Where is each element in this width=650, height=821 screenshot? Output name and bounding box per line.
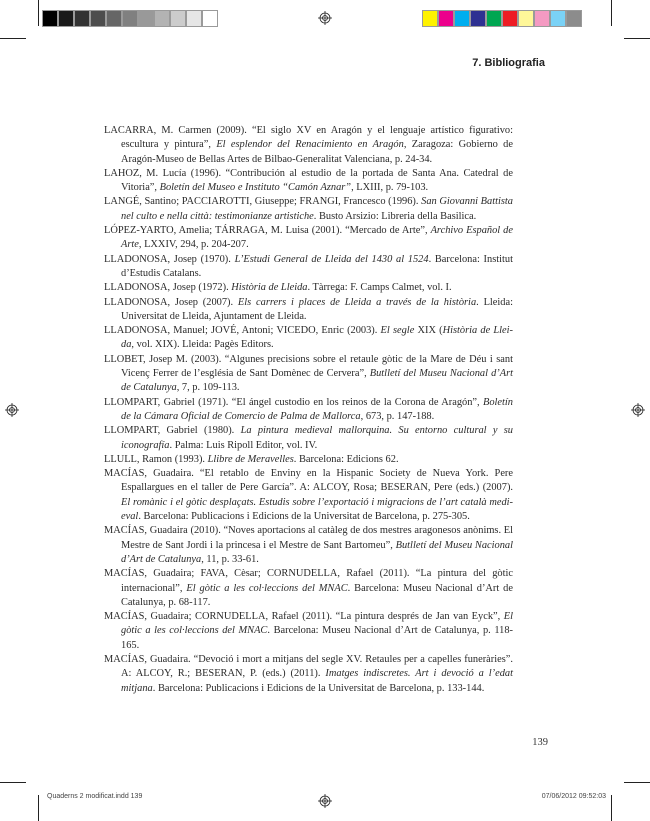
entry-text: , Zaragoza: Gobierno de Aragón-Museo de Bellas Artes de Bilbao-Generalitat Valenciana, p. 24-34.: [121, 139, 513, 165]
entry-title-italic: San Giovanni Battista nel culto e nella città: testimonianze artistiche: [121, 196, 513, 222]
bibliography-list: [104, 124, 513, 696]
entry-title-italic: El esplendor del Renacimiento en Aragón: [216, 139, 404, 151]
entry-title-italic: El gòtic a les col·leccions del MNAC: [186, 582, 348, 594]
color-swatch: [534, 10, 550, 27]
entry-text: . Barcelona: Museu Nacional d’Art de Catalunya, p. 68-117.: [121, 582, 513, 608]
color-calibration-bar: [422, 10, 582, 27]
color-swatch: [186, 10, 202, 27]
entry-title-italic: Història de Lleida: [121, 325, 514, 351]
bibliography-entry: [104, 124, 513, 167]
color-swatch: [58, 10, 74, 27]
color-swatch: [74, 10, 90, 27]
entry-text: MACÍAS, Guadaira. “El retablo de Enviny en la Hispanic Society de Nueva York. Pere Espallargues en el taller de Pere García”. A: ALCOY, Rosa; BESERAN, Pere (eds.) (2007).: [104, 468, 513, 494]
color-swatch: [90, 10, 106, 27]
entry-title-italic: Imatges indiscretes. Art i devoció a l’edat mitjana: [121, 668, 513, 694]
entry-text: , 7, p. 109-113.: [176, 382, 240, 394]
bibliography-entry: [104, 253, 513, 282]
entry-text: LLULL, Ramon (1993).: [104, 453, 208, 465]
bibliography-entry: [104, 467, 513, 524]
entry-text: , LXXIV, 294, p. 204-207.: [138, 239, 249, 251]
crop-mark: [0, 38, 26, 39]
slug-timestamp: 07/06/2012 09:52:03: [541, 793, 606, 800]
entry-text: . Barcelona: Institut d’Estudis Catalans.: [121, 253, 513, 279]
bibliography-entry: [104, 167, 513, 196]
entry-text: LLADONOSA, Josep (1972).: [104, 282, 232, 294]
entry-text: LLADONOSA, Josep (1970).: [104, 253, 235, 265]
entry-text: MACÍAS, Guadaira (2010). “Noves aportacions al catàleg de dos mestres aragonesos anònims. El Mestre de Sant Jordi i la princesa i el Mestre de Sant Bartomeu”,: [104, 525, 513, 551]
entry-text: , vol. XIX). Lleida: Pagès Editors.: [131, 339, 274, 351]
chapter-header: 7. Bibliografia: [472, 57, 545, 69]
entry-text: . Barcelona: Museu Nacional d’Art de Catalunya, p. 118-165.: [121, 625, 513, 651]
entry-text: LLADONOSA, Manuel; JOVÉ, Antoni; VICEDO, Enric (2003).: [104, 325, 381, 337]
color-swatch: [202, 10, 218, 27]
color-swatch: [454, 10, 470, 27]
color-swatch: [566, 10, 582, 27]
entry-text: . Palma: Luis Ripoll Editor, vol. IV.: [169, 439, 318, 451]
entry-text: , 673, p. 147-188.: [360, 410, 435, 422]
color-swatch: [470, 10, 486, 27]
bibliography-entry: [104, 653, 513, 696]
entry-text: LLADONOSA, Josep (2007).: [104, 296, 238, 308]
entry-title-italic: Butlletí del Museu Nacional d’Art de Catalunya: [121, 368, 513, 394]
entry-title-italic: Boletín de la Cámara Oficial de Comercio de Palma de Mallorca: [121, 396, 513, 422]
entry-title-italic: Els carrers i places de Lleida a través de la història: [237, 296, 477, 308]
entry-title-italic: El segle: [380, 325, 415, 337]
color-swatch: [42, 10, 58, 27]
color-swatch: [550, 10, 566, 27]
color-swatch: [106, 10, 122, 27]
entry-title-italic: Llibre de Meravelles: [207, 453, 294, 465]
color-swatch: [502, 10, 518, 27]
registration-mark-icon: [631, 403, 645, 417]
entry-text: LANGÉ, Santino; PACCIAROTTI, Giuseppe; FRANGI, Francesco (1996).: [104, 196, 422, 208]
bibliography-entry: [104, 567, 513, 610]
bibliography-entry: [104, 195, 513, 224]
crop-mark: [611, 0, 612, 26]
page-number: 139: [532, 737, 548, 748]
bibliography-entry: [104, 224, 513, 253]
crop-mark: [38, 795, 39, 821]
entry-text: LAHOZ, M. Lucía (1996). “Contribución al estudio de la portada de Santa Ana. Catedral de Vitoria”,: [104, 167, 513, 194]
bibliography-entry: [104, 524, 513, 567]
entry-text: . Barcelona: Publicacions i Edicions de la Universitat de Barcelona, p. 275-305.: [138, 511, 470, 523]
entry-title-italic: Archivo Español de Arte: [121, 225, 513, 251]
entry-text: . Busto Arsizio: Libreria della Basilica.: [313, 210, 477, 222]
entry-title-italic: El romànic i el gòtic desplaçats. Estudis sobre l’exportació i migracions de l’art català medieval: [121, 496, 513, 523]
entry-title-italic: Història de Lleida: [231, 282, 308, 294]
color-swatch: [518, 10, 534, 27]
gray-calibration-bar: [42, 10, 218, 27]
color-swatch: [154, 10, 170, 27]
entry-text: , LXIII, p. 79-103.: [351, 182, 429, 194]
entry-text: LÓPEZ-YARTO, Amelia; TÁRRAGA, M. Luisa (2001). “Mercado de Arte”,: [104, 225, 431, 237]
entry-text: LLOBET, Josep M. (2003). “Algunes precisions sobre el retaule gòtic de la Mare de Déu i sant Vicenç Ferrer de l’església de Sant Domènec de Cervera”,: [104, 353, 513, 380]
entry-title-italic: Boletín del Museo e Instituto “Camón Aznar”: [159, 182, 352, 194]
bibliography-entry: [104, 453, 513, 467]
registration-mark-icon: [318, 794, 332, 808]
entry-text: . Tàrrega: F. Camps Calmet, vol. I.: [307, 282, 452, 294]
bibliography-entry: [104, 296, 513, 325]
bibliography-entry: [104, 424, 513, 453]
color-swatch: [138, 10, 154, 27]
entry-text: . Barcelona: Publicacions i Edicions de la Universitat de Barcelona, p. 133-144.: [152, 682, 485, 694]
entry-text: . Lleida: Universitat de Lleida, Ajuntament de Lleida.: [121, 296, 513, 322]
crop-mark: [38, 0, 39, 26]
color-swatch: [422, 10, 438, 27]
entry-text: LLOMPART, Gabriel (1971). “El ángel custodio en los reinos de la Corona de Aragón”,: [104, 396, 483, 408]
entry-text: MACÍAS, Guadaira. “Devoció i mort a mitjans del segle XV. Retaules per a capelles funeràries”. A: ALCOY, R.; BESERAN, P. (eds.) (2011).: [104, 653, 513, 680]
color-swatch: [438, 10, 454, 27]
bibliography-entry: [104, 353, 513, 396]
color-swatch: [122, 10, 138, 27]
registration-mark-icon: [5, 403, 19, 417]
slug-file-info: Quaderns 2 modificat.indd 139: [47, 793, 143, 800]
entry-text: LACARRA, M. Carmen (2009). “El siglo XV en Aragón y el lenguaje artístico figurativo: escultura y pintura”,: [104, 125, 513, 151]
entry-title-italic: L’Estudi General de Lleida del 1430 al 1524: [234, 253, 429, 265]
color-swatch: [170, 10, 186, 27]
color-swatch: [486, 10, 502, 27]
entry-title-italic: La pintura medieval mallorquina. Su entorno cultural y su iconografía: [121, 425, 513, 451]
entry-text: MACÍAS, Guadaira; FAVA, Cèsar; CORNUDELLA, Rafael (2011). “La pintura del gòtic internacional”,: [104, 568, 513, 594]
entry-title-italic: El gòtic a les col·leccions del MNAC: [121, 611, 513, 637]
entry-text: MACÍAS, Guadaira; CORNUDELLA, Rafael (2011). “La pintura després de Jan van Eyck”,: [104, 611, 504, 623]
bibliography-entry: [104, 281, 513, 295]
crop-mark: [624, 38, 650, 39]
crop-mark: [0, 782, 26, 783]
registration-mark-icon: [318, 11, 332, 25]
bibliography-entry: [104, 610, 513, 653]
entry-text: . Barcelona: Edicions 62.: [293, 453, 399, 465]
entry-text: LLOMPART, Gabriel (1980).: [104, 425, 241, 437]
entry-text: , 11, p. 33-61.: [201, 553, 259, 565]
bibliography-entry: [104, 324, 513, 353]
entry-text: XIX (: [414, 325, 443, 337]
entry-title-italic: Butlletí del Museu Nacional d’Art de Catalunya: [121, 539, 514, 565]
crop-mark: [624, 782, 650, 783]
bibliography-entry: [104, 396, 513, 425]
crop-mark: [611, 795, 612, 821]
